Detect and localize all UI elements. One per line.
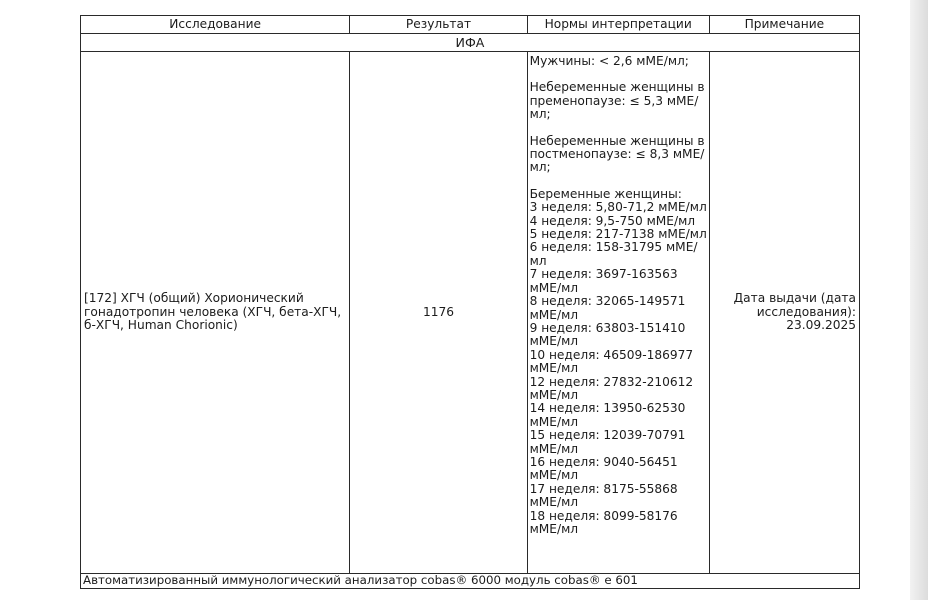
table-header-row [81,16,860,34]
norm-week: 5 неделя: 217-7138 мМЕ/мл [529,227,707,242]
norm-week: 16 неделя: 9040-56451 мМЕ/мл [529,454,678,483]
header-result: Результат [350,16,527,34]
footer-row [81,574,860,589]
page-edge-shadow [910,0,928,600]
reference-norms [527,52,709,574]
test-result: 1176 [350,52,527,574]
norm-week: 10 неделя: 46509-186977 мМЕ/мл [529,347,694,376]
header-norms: Нормы интерпретации [527,16,709,34]
norm-week: 12 неделя: 27832-210612 мМЕ/мл [529,374,694,402]
norm-premenopause: Небеременные женщины в пременопаузе: ≤ 5,3 мМЕ/мл; [529,80,705,122]
test-name: [172] ХГЧ (общий) Хорионический гонадотропин человека (ХГЧ, бета-ХГЧ, б-ХГЧ, Human Chorionic) [81,52,350,574]
table-row [81,52,860,574]
norm-week: 9 неделя: 63803-151410 мМЕ/мл [529,320,686,349]
norm-week: 14 неделя: 13950-62530 мМЕ/мл [529,401,686,429]
note-issue-date: Дата выдачи (дата исследования): 23.09.2025 [709,52,859,574]
norm-pregnant-title: Беременные женщины: [529,186,682,201]
header-investigation: Исследование [81,16,350,34]
norm-week: 18 неделя: 8099-58176 мМЕ/мл [529,508,678,536]
page-top-margin [0,0,928,10]
section-row [81,34,860,52]
norm-week: 8 неделя: 32065-149571 мМЕ/мл [529,294,686,322]
norm-men: Мужчины: < 2,6 мМЕ/мл; [529,54,689,68]
header-note: Примечание [709,16,859,34]
norm-week: 15 неделя: 12039-70791 мМЕ/мл [529,428,686,456]
results-table [80,15,860,589]
norm-week: 3 неделя: 5,80-71,2 мМЕ/мл [529,200,707,215]
norm-week: 7 неделя: 3697-163563 мМЕ/мл [529,267,678,295]
section-title: ИФА [81,34,860,52]
norm-week: 6 неделя: 158-31795 мМЕ/мл [529,240,698,268]
norm-week: 17 неделя: 8175-55868 мМЕ/мл [529,481,678,510]
norm-week: 4 неделя: 9,5-750 мМЕ/мл [529,213,696,228]
analyzer-footer: Автоматизированный иммунологический анализатор cobas® 6000 модуль cobas® e 601 [81,574,860,589]
norm-postmenopause: Небеременные женщины в постменопаузе: ≤ 8,3 мМЕ/мл; [529,133,705,175]
